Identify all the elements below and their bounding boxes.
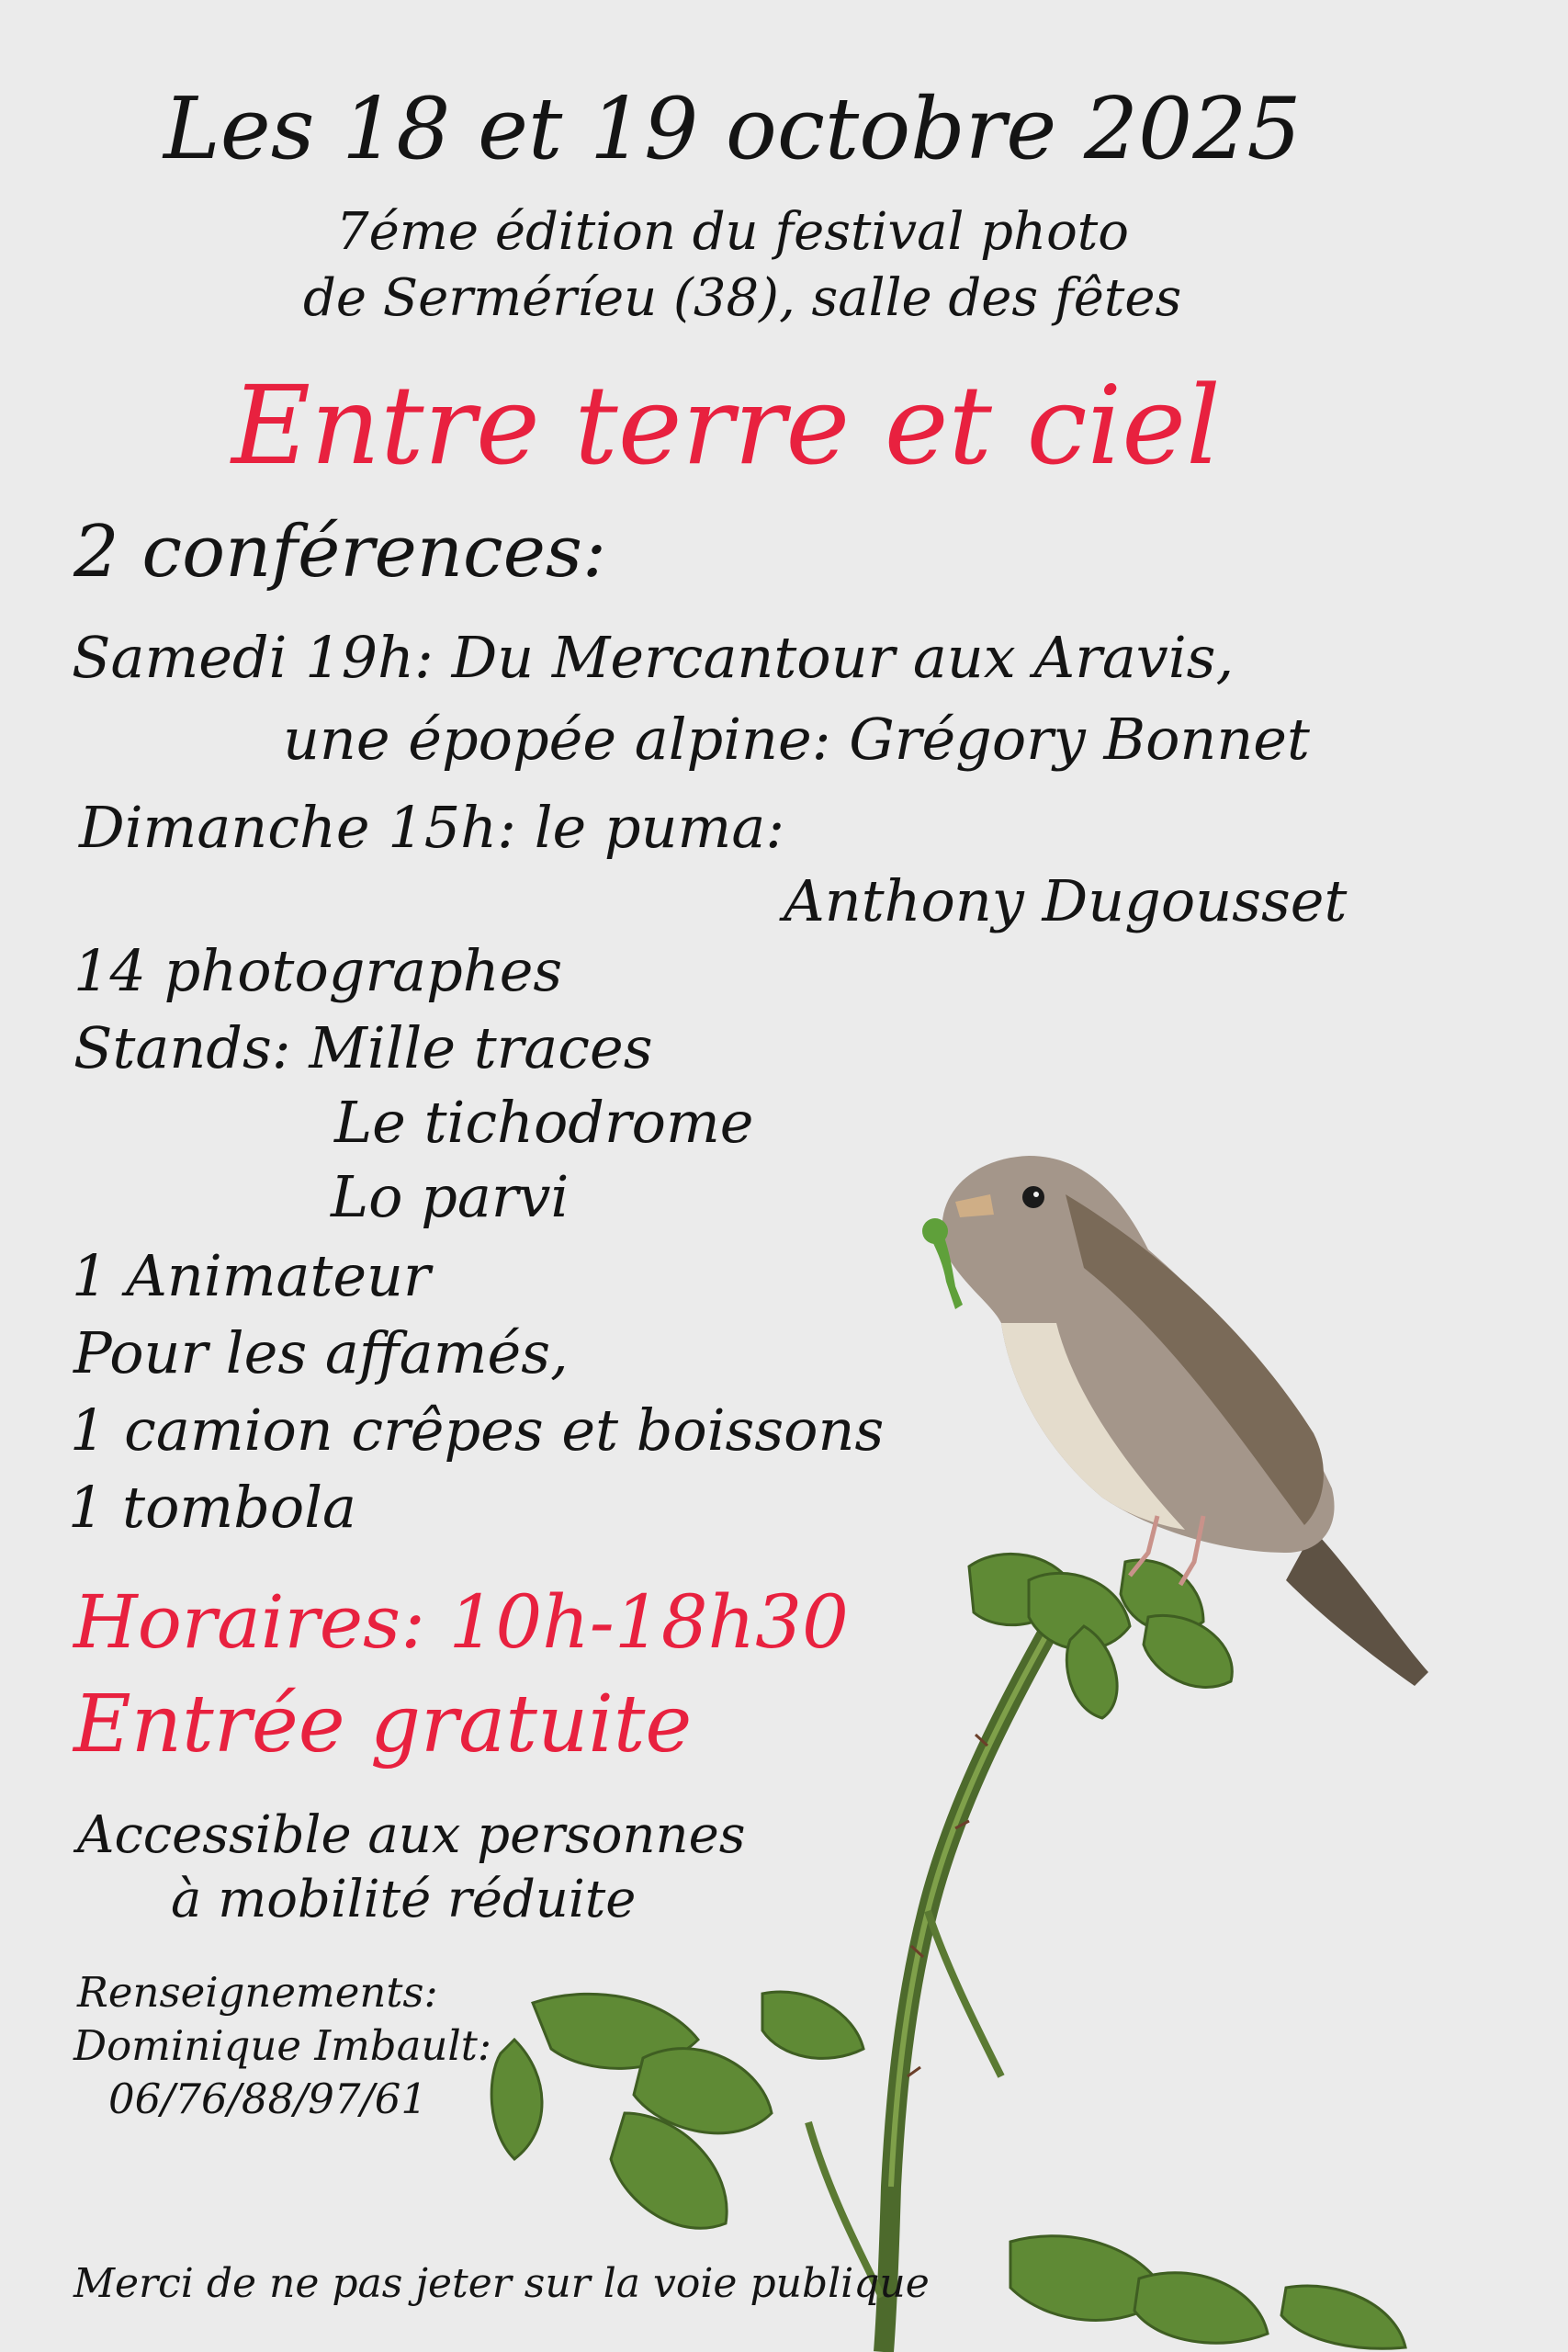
contact-label: Renseignements: bbox=[77, 1968, 438, 2017]
edition-subtitle-line1: 7éme édition du festival photo bbox=[336, 202, 1130, 262]
food-line2: 1 camion crêpes et boissons bbox=[70, 1396, 885, 1464]
opening-hours: Horaires: 10h-18h30 bbox=[73, 1579, 849, 1665]
edition-subtitle-line2: de Serméríeu (38), salle des fêtes bbox=[303, 268, 1182, 328]
free-entry: Entrée gratuite bbox=[73, 1679, 693, 1770]
conference-1-line2: une épopée alpine: Grégory Bonnet bbox=[283, 706, 1310, 773]
footer-notice: Merci de ne pas jeter sur la voie publique bbox=[73, 2260, 930, 2307]
accessibility-line2: à mobilité réduite bbox=[171, 1870, 637, 1929]
photographers-count: 14 photographes bbox=[73, 937, 563, 1004]
contact-name: Dominique Imbault: bbox=[73, 2021, 492, 2070]
conference-2-line1: Dimanche 15h: le puma: bbox=[79, 794, 785, 861]
contact-phone: 06/76/88/97/61 bbox=[108, 2075, 427, 2123]
food-line1: Pour les affamés, bbox=[73, 1319, 569, 1386]
event-date: Les 18 et 19 octobre 2025 bbox=[164, 79, 1302, 178]
conference-2-line2: Anthony Dugousset bbox=[784, 867, 1348, 934]
animator: 1 Animateur bbox=[72, 1242, 431, 1309]
conferences-heading: 2 conférences: bbox=[73, 511, 607, 594]
accessibility-line1: Accessible aux personnes bbox=[77, 1805, 746, 1865]
festival-theme: Entre terre et ciel bbox=[231, 362, 1221, 489]
conference-1-line1: Samedi 19h: Du Mercantour aux Aravis, bbox=[72, 624, 1235, 691]
stands-line2: Le tichodrome bbox=[334, 1089, 754, 1156]
bramble-leaves bbox=[491, 1554, 1405, 2348]
stands-line3: Lo parvi bbox=[331, 1163, 570, 1230]
raffle: 1 tombola bbox=[68, 1474, 356, 1541]
stands-line1: Stands: Mille traces bbox=[73, 1014, 653, 1081]
